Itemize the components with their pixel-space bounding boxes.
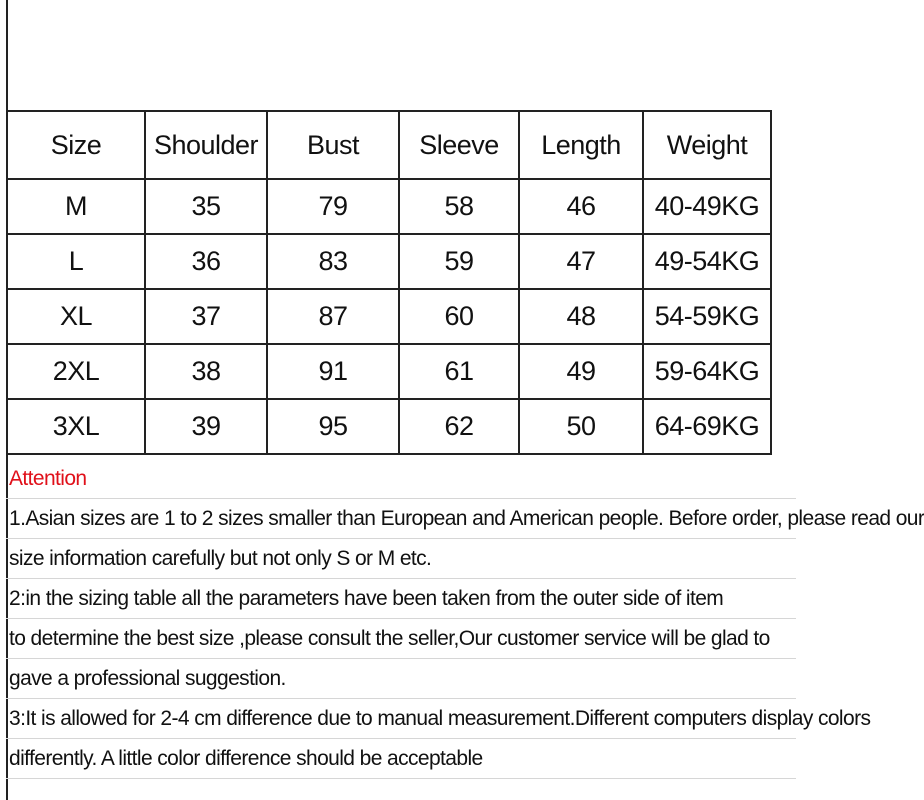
cell-shoulder: 37 — [145, 289, 267, 344]
cell-bust: 83 — [267, 234, 399, 289]
cell-shoulder: 38 — [145, 344, 267, 399]
cell-bust: 87 — [267, 289, 399, 344]
attention-notes — [6, 460, 924, 779]
table-row — [7, 289, 771, 344]
cell-weight: 59-64KG — [643, 344, 771, 399]
note-line: gave a professional suggestion. — [6, 659, 796, 699]
note-line: 3:It is allowed for 2-4 cm difference due to manual measurement.Different computers display colors — [6, 699, 796, 739]
note-line: 2:in the sizing table all the parameters have been taken from the outer side of item — [6, 579, 796, 619]
header-weight: Weight — [643, 111, 771, 179]
cell-sleeve: 58 — [399, 179, 519, 234]
cell-length: 48 — [519, 289, 643, 344]
header-bust: Bust — [267, 111, 399, 179]
note-line: size information carefully but not only S or M etc. — [6, 539, 796, 579]
cell-size: XL — [7, 289, 145, 344]
cell-shoulder: 35 — [145, 179, 267, 234]
note-line: 1.Asian sizes are 1 to 2 sizes smaller than European and American people. Before order, please read our — [6, 499, 796, 539]
cell-size: 2XL — [7, 344, 145, 399]
cell-length: 46 — [519, 179, 643, 234]
header-size: Size — [7, 111, 145, 179]
cell-size: L — [7, 234, 145, 289]
cell-bust: 79 — [267, 179, 399, 234]
note-line: differently. A little color difference should be acceptable — [6, 739, 796, 779]
cell-size: M — [7, 179, 145, 234]
size-chart-table — [6, 110, 772, 455]
cell-length: 49 — [519, 344, 643, 399]
header-sleeve: Sleeve — [399, 111, 519, 179]
table-row — [7, 399, 771, 454]
cell-shoulder: 39 — [145, 399, 267, 454]
table-row — [7, 344, 771, 399]
cell-sleeve: 62 — [399, 399, 519, 454]
cell-bust: 95 — [267, 399, 399, 454]
cell-sleeve: 60 — [399, 289, 519, 344]
table-header-row — [7, 111, 771, 179]
cell-weight: 54-59KG — [643, 289, 771, 344]
table-row — [7, 179, 771, 234]
cell-length: 50 — [519, 399, 643, 454]
cell-weight: 64-69KG — [643, 399, 771, 454]
cell-length: 47 — [519, 234, 643, 289]
cell-shoulder: 36 — [145, 234, 267, 289]
cell-weight: 40-49KG — [643, 179, 771, 234]
cell-sleeve: 59 — [399, 234, 519, 289]
header-length: Length — [519, 111, 643, 179]
cell-bust: 91 — [267, 344, 399, 399]
note-line: to determine the best size ,please consult the seller,Our customer service will be glad to — [6, 619, 796, 659]
attention-title: Attention — [6, 460, 796, 499]
cell-size: 3XL — [7, 399, 145, 454]
table-row — [7, 234, 771, 289]
cell-sleeve: 61 — [399, 344, 519, 399]
header-shoulder: Shoulder — [145, 111, 267, 179]
cell-weight: 49-54KG — [643, 234, 771, 289]
